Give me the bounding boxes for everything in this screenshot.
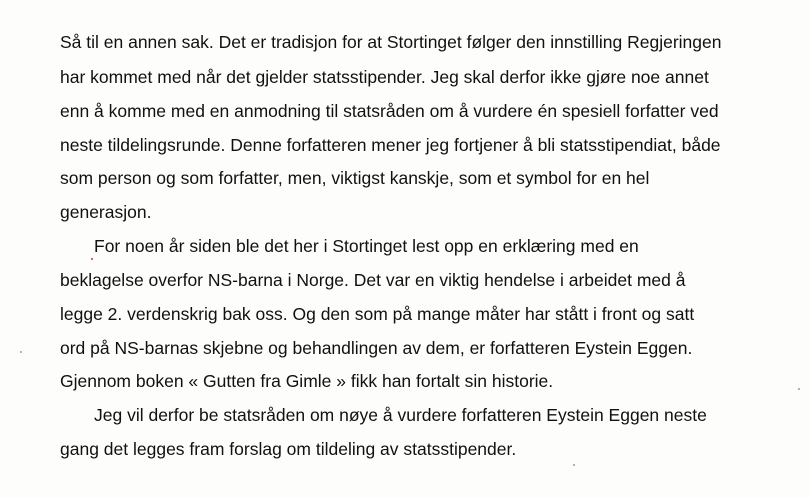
text-line: neste tildelingsrunde. Denne forfatteren mener jeg fortjener å bli statsstipendiat, både [60, 135, 721, 155]
text-line: generasjon. [60, 202, 152, 222]
scan-speck [573, 464, 575, 466]
text-line: som person og som forfatter, men, viktigst kanskje, som et symbol for en hel [60, 168, 650, 188]
text-line: beklagelse overfor NS-barna i Norge. Det var en viktig hendelse i arbeidet med å [60, 270, 686, 290]
text-line: ord på NS-barnas skjebne og behandlingen av dem, er forfatteren Eystein Eggen. [60, 338, 693, 358]
text-line: Jeg vil derfor be statsråden om nøye å vurdere forfatteren Eystein Eggen neste [94, 405, 707, 425]
text-line: Så til en annen sak. Det er tradisjon for at Stortinget følger den innstilling Regjeringen [60, 32, 722, 52]
text-line: enn å komme med en anmodning til statsråden om å vurdere én spesiell forfatter ved [60, 101, 719, 121]
text-line: gang det legges fram forslag om tildeling av statsstipender. [60, 439, 517, 459]
text-line: legge 2. verdenskrig bak oss. Og den som på mange måter har stått i front og satt [60, 304, 695, 324]
scan-speck [91, 258, 93, 260]
text-line: har kommet med når det gjelder statsstipender. Jeg skal derfor ikke gjøre noe annet [60, 67, 709, 87]
scan-speck [20, 351, 22, 353]
scan-speck [798, 388, 800, 390]
text-line: Gjennom boken « Gutten fra Gimle » fikk han fortalt sin historie. [60, 371, 554, 391]
text-line: For noen år siden ble det her i Stortinget lest opp en erklæring med en [94, 236, 639, 256]
